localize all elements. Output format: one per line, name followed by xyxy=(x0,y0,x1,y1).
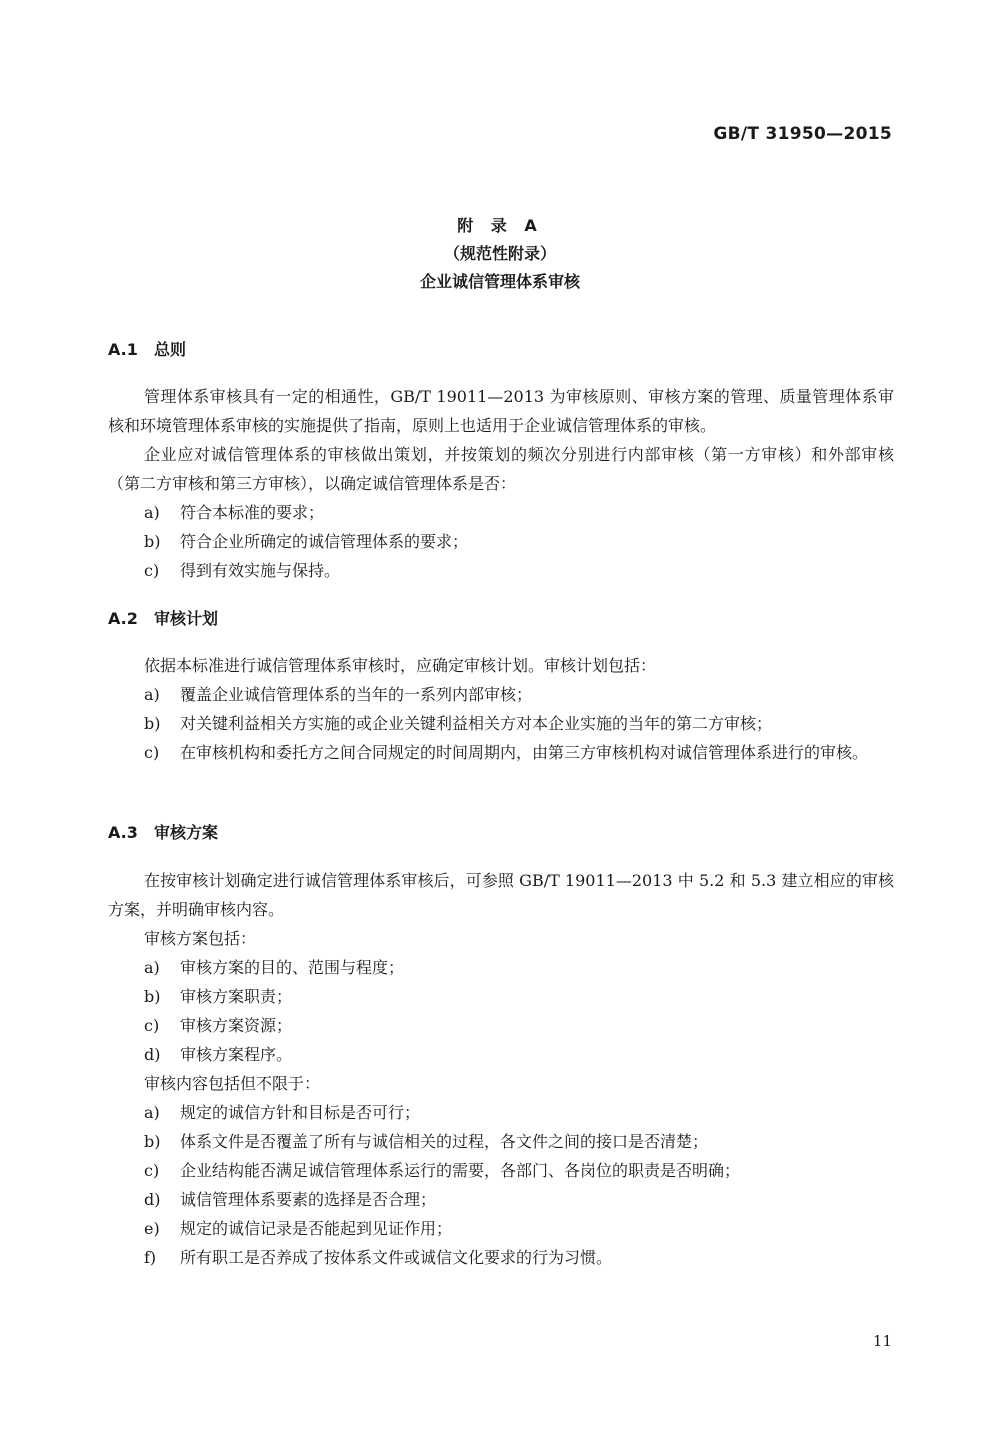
section-title: 审核方案 xyxy=(154,823,219,842)
paragraph: 企业应对诚信管理体系的审核做出策划，并按策划的频次分别进行内部审核（第一方审核）和外部审核（第二方审核和第三方审核），以确定诚信管理体系是否： xyxy=(108,445,894,493)
list-label: f) xyxy=(144,1248,157,1267)
list-item xyxy=(144,1040,894,1069)
list-item xyxy=(144,982,894,1011)
section-number: A.3 xyxy=(108,823,138,842)
list-text: 企业结构能否满足诚信管理体系运行的需要，各部门、各岗位的职责是否明确； xyxy=(180,1161,741,1180)
list-item xyxy=(144,1156,894,1185)
list-text: 在审核机构和委托方之间合同规定的时间周期内，由第三方审核机构对诚信管理体系进行的审核。 xyxy=(180,743,869,762)
annex-type: （规范性附录） xyxy=(443,244,556,263)
list-text: 体系文件是否覆盖了所有与诚信相关的过程，各文件之间的接口是否清楚； xyxy=(180,1132,709,1151)
list-item xyxy=(144,1127,894,1156)
list-label: d) xyxy=(144,1045,161,1064)
paragraph: 审核内容包括但不限于： xyxy=(144,1074,321,1093)
list-label: d) xyxy=(144,1190,161,1209)
list-label: b) xyxy=(144,1132,161,1151)
list-item xyxy=(144,1243,894,1272)
list-label: c) xyxy=(144,561,160,580)
list-label: a) xyxy=(144,503,160,522)
standard-number: GB/T 31950—2015 xyxy=(713,124,892,144)
list-item xyxy=(144,527,894,556)
section-heading-a3 xyxy=(108,820,218,843)
list-text: 审核方案的目的、范围与程度； xyxy=(180,958,405,977)
list-text: 诚信管理体系要素的选择是否合理； xyxy=(180,1190,437,1209)
section-number: A.1 xyxy=(108,340,138,359)
list-label: b) xyxy=(144,714,161,733)
list-item xyxy=(144,498,894,527)
list-label: c) xyxy=(144,1161,160,1180)
list-label: c) xyxy=(144,1016,160,1035)
annex-title: 企业诚信管理体系审核 xyxy=(419,272,580,291)
list-text: 覆盖企业诚信管理体系的当年的一系列内部审核； xyxy=(180,685,533,704)
list-text: 规定的诚信记录是否能起到见证作用； xyxy=(180,1219,453,1238)
list-item xyxy=(144,709,894,738)
list-text: 审核方案资源； xyxy=(180,1016,293,1035)
list-text: 所有职工是否养成了按体系文件或诚信文化要求的行为习惯。 xyxy=(180,1248,613,1267)
paragraph: 依据本标准进行诚信管理体系审核时，应确定审核计划。审核计划包括： xyxy=(144,656,657,675)
list-text: 审核方案职责； xyxy=(180,987,293,1006)
paragraph: 管理体系审核具有一定的相通性，GB/T 19011—2013 为审核原则、审核方案的管理、质量管理体系审核和环境管理体系审核的实施提供了指南，原则上也适用于企业诚信管理体系的审核。 xyxy=(108,387,894,435)
list-text: 规定的诚信方针和目标是否可行； xyxy=(180,1103,421,1122)
list-item xyxy=(144,1011,894,1040)
list-text: 得到有效实施与保持。 xyxy=(180,561,341,580)
list-item xyxy=(144,738,894,767)
section-heading-a1 xyxy=(108,337,186,360)
list-item xyxy=(144,1185,894,1214)
section-number: A.2 xyxy=(108,609,138,628)
list-item xyxy=(144,556,894,585)
list-label: b) xyxy=(144,987,161,1006)
annex-label: 附 录 A xyxy=(457,216,543,235)
paragraph: 审核方案包括： xyxy=(144,929,257,948)
list-label: b) xyxy=(144,532,161,551)
list-text: 审核方案程序。 xyxy=(180,1045,293,1064)
list-label: a) xyxy=(144,958,160,977)
list-item xyxy=(144,1098,894,1127)
page-number: 11 xyxy=(872,1332,892,1350)
list-label: c) xyxy=(144,743,160,762)
list-text: 符合本标准的要求； xyxy=(180,503,325,522)
list-label: a) xyxy=(144,685,160,704)
list-label: a) xyxy=(144,1103,160,1122)
section-title: 审核计划 xyxy=(154,609,219,628)
list-text: 符合企业所确定的诚信管理体系的要求； xyxy=(180,532,469,551)
list-text: 对关键利益相关方实施的或企业关键利益相关方对本企业实施的当年的第二方审核； xyxy=(180,714,773,733)
list-item xyxy=(144,953,894,982)
paragraph: 在按审核计划确定进行诚信管理体系审核后，可参照 GB/T 19011—2013 中 5.2 和 5.3 建立相应的审核方案，并明确审核内容。 xyxy=(108,871,894,919)
section-title: 总则 xyxy=(154,340,187,359)
list-item xyxy=(144,1214,894,1243)
list-item xyxy=(144,680,894,709)
section-heading-a2 xyxy=(108,606,218,629)
list-label: e) xyxy=(144,1219,160,1238)
